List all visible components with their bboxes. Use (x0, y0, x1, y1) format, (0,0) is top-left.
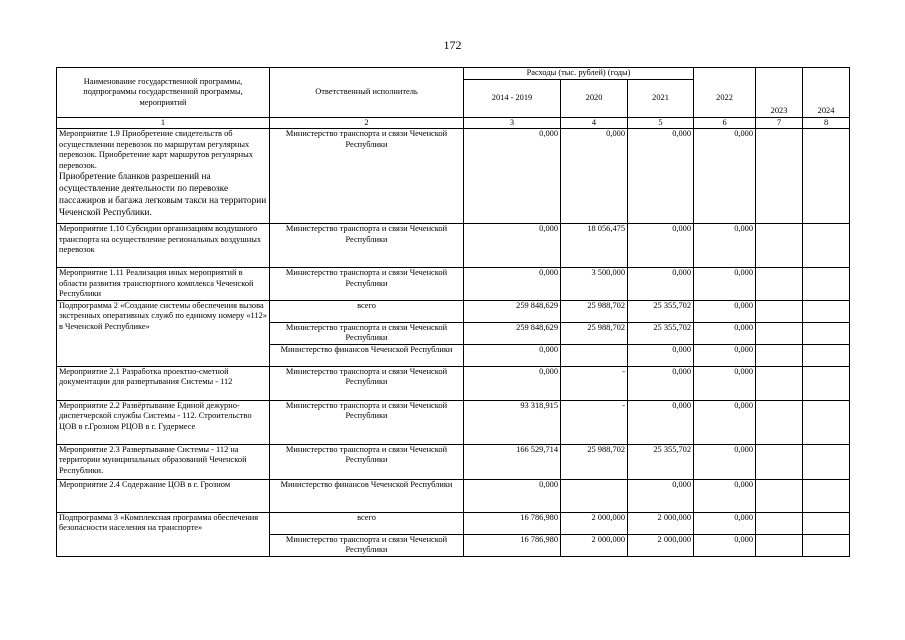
row-name: Мероприятие 1.9 Приобретение свидетельств об осуществлении перевозок по маршрутам регулярных перевозок. Приобретение карт маршрутов регулярных перевозок. (59, 129, 253, 170)
page-number: 172 (443, 38, 462, 52)
value-cell (803, 366, 850, 400)
value-cell (756, 268, 803, 301)
value-cell (756, 534, 803, 556)
value-cell: 0,000 (464, 224, 561, 268)
table-row (57, 300, 850, 322)
value-cell (803, 534, 850, 556)
column-number: 1 (57, 117, 270, 129)
row-executor: всего (270, 300, 464, 322)
value-cell: 2 000,000 (628, 512, 694, 534)
table-row (57, 366, 850, 400)
value-cell (756, 344, 803, 366)
value-cell: 0,000 (464, 268, 561, 301)
value-cell: 0,000 (464, 479, 561, 512)
value-cell: 0,000 (464, 344, 561, 366)
table-row (57, 512, 850, 534)
value-cell (803, 344, 850, 366)
row-executor: Министерство финансов Чеченской Республики (270, 344, 464, 366)
header-year: 2023 (756, 68, 803, 118)
value-cell: 0,000 (694, 268, 756, 301)
header-blank-cell (694, 68, 756, 80)
value-cell (756, 300, 803, 322)
value-cell: 0,000 (694, 512, 756, 534)
value-cell: 2 000,000 (561, 512, 628, 534)
value-cell (803, 322, 850, 344)
table-row (57, 444, 850, 479)
value-cell (803, 224, 850, 268)
row-name: Мероприятие 2.1 Разработка проектно-сметной документации для развертывания Системы - 112 (57, 366, 270, 400)
table-row (57, 400, 850, 444)
value-cell: 18 056,475 (561, 224, 628, 268)
value-cell: 0,000 (464, 366, 561, 400)
row-executor: Министерство транспорта и связи Чеченской Республики (270, 400, 464, 444)
row-name: Мероприятие 2.4 Содержание ЦОВ в г. Грозном (57, 479, 270, 512)
value-cell: 259 848,629 (464, 300, 561, 322)
value-cell (561, 344, 628, 366)
value-cell: 25 988,702 (561, 444, 628, 479)
column-number: 7 (756, 117, 803, 129)
table-row (57, 479, 850, 512)
value-cell (756, 322, 803, 344)
value-cell: 93 318,915 (464, 400, 561, 444)
row-name: Мероприятие 2.2 Развёртывание Единой дежурно-диспетчерской службы Системы - 112. Строительство ЦОВ в г.Грозном РЦОВ в г. Гудермесе (57, 400, 270, 444)
table-row (57, 224, 850, 268)
value-cell: 0,000 (694, 534, 756, 556)
value-cell: 25 355,702 (628, 322, 694, 344)
value-cell: 166 529,714 (464, 444, 561, 479)
row-name: Подпрограмма 3 «Комплексная программа обеспечения безопасности населения на транспорте» (57, 512, 270, 556)
value-cell (756, 224, 803, 268)
value-cell: 3 500,000 (561, 268, 628, 301)
column-number: 5 (628, 117, 694, 129)
value-cell: 0,000 (694, 344, 756, 366)
header-year: 2022 (694, 79, 756, 117)
header-expenses: Расходы (тыс. рублей) (годы) (464, 68, 694, 80)
row-name: Мероприятие 1.10 Субсидии организациям воздушного транспорта на осуществление региональных воздушных перевозок (57, 224, 270, 268)
column-number: 4 (561, 117, 628, 129)
value-cell (756, 366, 803, 400)
value-cell (561, 479, 628, 512)
header-year: 2014 - 2019 (464, 79, 561, 117)
value-cell: 0,000 (694, 300, 756, 322)
value-cell: 0,000 (464, 129, 561, 224)
value-cell: 0,000 (628, 344, 694, 366)
value-cell: 0,000 (694, 366, 756, 400)
header-year: 2021 (628, 79, 694, 117)
column-number: 3 (464, 117, 561, 129)
header-year: 2020 (561, 79, 628, 117)
value-cell (756, 479, 803, 512)
row-executor: Министерство транспорта и связи Чеченской Республики (270, 322, 464, 344)
column-number: 8 (803, 117, 850, 129)
value-cell: 0,000 (628, 366, 694, 400)
row-executor: всего (270, 512, 464, 534)
value-cell: 25 355,702 (628, 444, 694, 479)
value-cell: 0,000 (694, 400, 756, 444)
value-cell (803, 129, 850, 224)
table-row (57, 268, 850, 301)
value-cell: 0,000 (694, 479, 756, 512)
value-cell (803, 479, 850, 512)
value-cell: 25 355,702 (628, 300, 694, 322)
value-cell (803, 400, 850, 444)
row-name: Мероприятие 2.3 Развертывание Системы - 112 на территории муниципальных образований Чеченской Республики. (57, 444, 270, 479)
value-cell: 25 988,702 (561, 300, 628, 322)
row-executor: Министерство транспорта и связи Чеченской Республики (270, 224, 464, 268)
column-number: 6 (694, 117, 756, 129)
row-executor: Министерство транспорта и связи Чеченской Республики (270, 129, 464, 224)
column-number-row (57, 117, 850, 129)
value-cell: 2 000,000 (561, 534, 628, 556)
value-cell: - (561, 400, 628, 444)
row-name: Подпрограмма 2 «Создание системы обеспечения вызова экстренных оперативных служб по единому номеру «112» в Чеченской Республике» (57, 300, 270, 366)
header-row-1 (57, 68, 850, 80)
value-cell: 16 786,980 (464, 534, 561, 556)
row-executor: Министерство финансов Чеченской Республики (270, 479, 464, 512)
value-cell: 0,000 (694, 224, 756, 268)
value-cell: 0,000 (628, 129, 694, 224)
column-number: 2 (270, 117, 464, 129)
value-cell (803, 444, 850, 479)
header-executor: Ответственный исполнитель (270, 68, 464, 118)
row-executor: Министерство транспорта и связи Чеченской Республики (270, 444, 464, 479)
value-cell: 16 786,980 (464, 512, 561, 534)
value-cell (756, 400, 803, 444)
header-program-name: Наименование государственной программы, подпрограммы государственной программы, мероприятий (57, 68, 270, 118)
row-name: Мероприятие 1.11 Реализация иных мероприятий в области развития транспортного комплекса Чеченской Республики (57, 268, 270, 301)
table-row (57, 129, 850, 224)
value-cell: 0,000 (694, 129, 756, 224)
value-cell (803, 268, 850, 301)
row-executor: Министерство транспорта и связи Чеченской Республики (270, 268, 464, 301)
value-cell: 0,000 (628, 268, 694, 301)
value-cell: 0,000 (628, 479, 694, 512)
value-cell: 259 848,629 (464, 322, 561, 344)
row-name-cell (57, 129, 270, 224)
value-cell: 0,000 (694, 444, 756, 479)
value-cell: 0,000 (561, 129, 628, 224)
expenses-table (56, 67, 850, 557)
value-cell (756, 129, 803, 224)
value-cell (756, 444, 803, 479)
header-year: 2024 (803, 68, 850, 118)
value-cell: 0,000 (628, 224, 694, 268)
row-name-extra: Приобретение бланков разрешений на осуществление деятельности по перевозке пассажиров и багажа легковым такси на территории Чеченской Республики. (59, 172, 267, 218)
value-cell: 0,000 (694, 322, 756, 344)
value-cell: 0,000 (628, 400, 694, 444)
value-cell (756, 512, 803, 534)
value-cell (803, 512, 850, 534)
value-cell (803, 300, 850, 322)
value-cell: 2 000,000 (628, 534, 694, 556)
value-cell: - (561, 366, 628, 400)
row-executor: Министерство транспорта и связи Чеченской Республики (270, 366, 464, 400)
row-executor: Министерство транспорта и связи Чеченской Республики (270, 534, 464, 556)
value-cell: 25 988,702 (561, 322, 628, 344)
